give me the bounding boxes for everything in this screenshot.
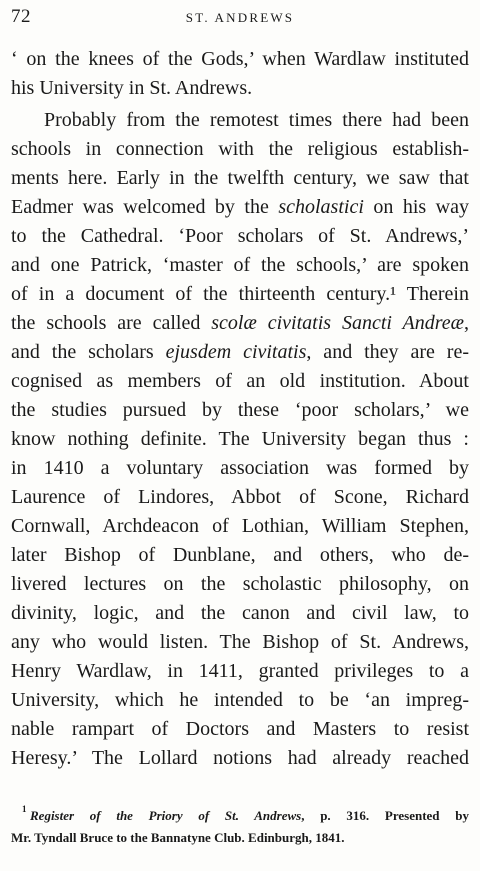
body-line: of in a document of the thirteenth century.¹ Therein bbox=[11, 283, 469, 305]
body-line: Eadmer was welcomed by the scholastici on his way bbox=[11, 196, 469, 218]
body-line: Henry Wardlaw, in 1411, granted privileges to a bbox=[11, 660, 469, 682]
body-line: any who would listen. The Bishop of St. Andrews, bbox=[11, 631, 469, 653]
footnote-line: Mr. Tyndall Bruce to the Bannatyne Club. Edinburgh, 1841. bbox=[11, 830, 345, 845]
body-line: and one Patrick, ‘master of the schools,’ are spoken bbox=[11, 254, 469, 276]
footnote-line: Register of the Priory of St. Andrews, p. 316. Presented by bbox=[30, 808, 469, 823]
footnote-marker: 1 bbox=[22, 804, 27, 814]
body-line: nable rampart of Doctors and Masters to resist bbox=[11, 718, 469, 740]
body-line: University, which he intended to be ‘an impreg- bbox=[11, 689, 469, 711]
body-line: schools in connection with the religious establish- bbox=[11, 138, 469, 160]
body-line: and the scholars ejusdem civitatis, and they are re- bbox=[11, 341, 469, 363]
running-head: ST. ANDREWS bbox=[185, 10, 295, 25]
body-line: cognised as members of an old institution. About bbox=[11, 370, 469, 392]
body-line: know nothing definite. The University began thus : bbox=[11, 428, 469, 450]
body-line: in 1410 a voluntary association was formed by bbox=[11, 457, 469, 479]
page-number: 72 bbox=[11, 6, 31, 27]
body-line: Cornwall, Archdeacon of Lothian, William Stephen, bbox=[11, 515, 469, 537]
body-line: ‘ on the knees of the Gods,’ when Wardlaw instituted bbox=[11, 48, 469, 70]
body-line: Probably from the remotest times there had been bbox=[44, 109, 469, 131]
body-line: the studies pursued by these ‘poor scholars,’ we bbox=[11, 399, 469, 421]
body-line: Laurence of Lindores, Abbot of Scone, Richard bbox=[11, 486, 469, 508]
body-line: livered lectures on the scholastic philosophy, on bbox=[11, 573, 469, 595]
page-header bbox=[0, 6, 480, 32]
body-line: later Bishop of Dunblane, and others, who de- bbox=[11, 544, 469, 566]
body-line: the schools are called scolæ civitatis Sancti Andreæ, bbox=[11, 312, 469, 334]
body-line: to the Cathedral. ‘Poor scholars of St. Andrews,’ bbox=[11, 225, 469, 247]
body-line: divinity, logic, and the canon and civil law, to bbox=[11, 602, 469, 624]
body-line: ments here. Early in the twelfth century, we saw that bbox=[11, 167, 469, 189]
body-line: his University in St. Andrews. bbox=[11, 77, 253, 99]
body-line: Heresy.’ The Lollard notions had already reached bbox=[11, 747, 469, 769]
